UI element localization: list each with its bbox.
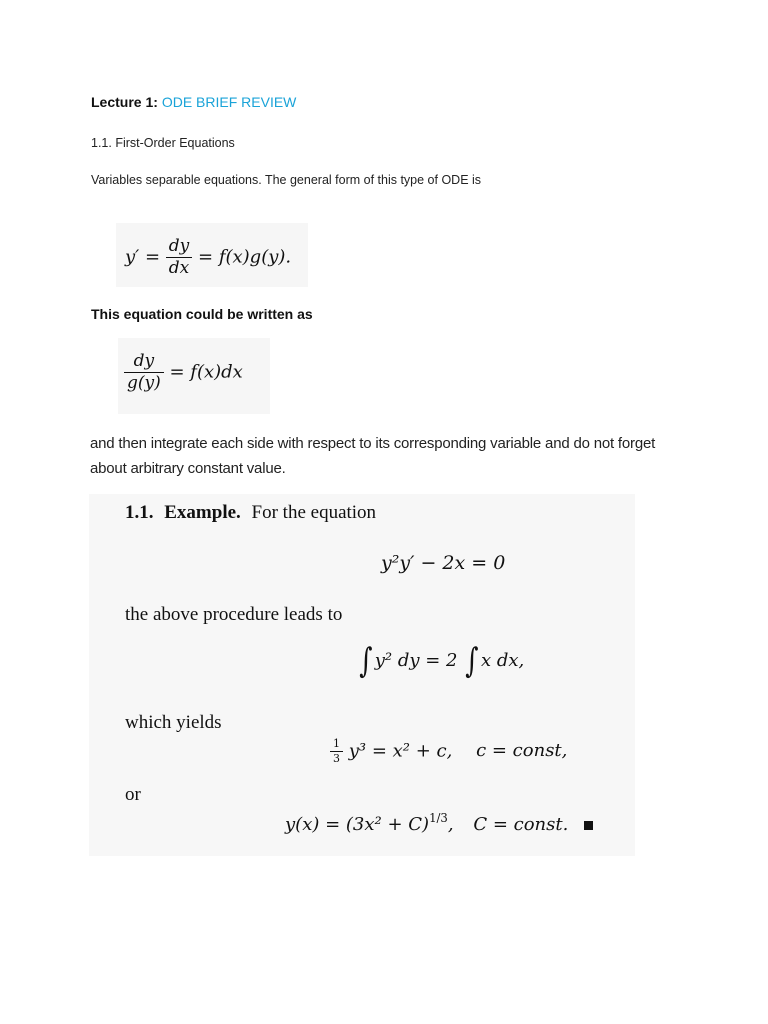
- lecture-topic: ODE BRIEF REVIEW: [161, 94, 297, 110]
- result-frac-num: 1: [330, 738, 343, 752]
- example-heading-line: [125, 502, 376, 524]
- integral-sign-right: ∫: [465, 641, 479, 681]
- integral-equation: [357, 641, 525, 681]
- final-equation: $y(x) = (3x^2 + C)^{1/3}$, C = const.: [285, 814, 593, 835]
- example-number: 1.1.: [125, 502, 154, 523]
- equation-separated: [118, 338, 270, 414]
- eq2-frac-den: g(y): [127, 372, 161, 393]
- eq1-frac-num: dy: [166, 237, 193, 258]
- equation-general-form: [116, 223, 308, 287]
- eq2-rhs: = f(x)dx: [169, 361, 243, 383]
- lecture-prefix: Lecture 1:: [91, 94, 162, 110]
- lecture-title: [91, 94, 296, 110]
- result-frac-den: 3: [333, 751, 340, 765]
- or-text: or: [125, 784, 141, 805]
- intro-text: Variables separable equations. The general form of this type of ODE is: [91, 173, 482, 187]
- eq1-frac-den: dx: [168, 257, 190, 278]
- final-exp: 1/3: [429, 810, 448, 825]
- eq1-rhs: = f(x)g(y).: [198, 246, 292, 268]
- integral-rhs: x dx,: [480, 650, 525, 671]
- integral-sign-left: ∫: [359, 641, 373, 681]
- example-equation: y²y′ − 2x = 0: [381, 552, 506, 574]
- integral-lhs: y² dy = 2: [374, 650, 458, 671]
- example-block: [89, 494, 635, 856]
- result-const: c = const,: [476, 740, 568, 762]
- procedure-text: the above procedure leads to: [125, 604, 343, 625]
- rewrite-text: This equation could be written as: [91, 306, 313, 322]
- qed-square-icon: [584, 821, 593, 830]
- yields-text: which yields: [125, 712, 222, 733]
- example-heading: Example.: [164, 502, 241, 523]
- final-eq: y(x) = (3x² + C): [285, 814, 430, 835]
- example-intro: For the equation: [251, 502, 377, 523]
- integrate-paragraph: and then integrate each side with respect to its corresponding variable and do not forget about arbitrary constant value.: [90, 435, 656, 477]
- eq1-lhs: y′ =: [125, 246, 166, 268]
- result-equation: [330, 738, 567, 765]
- eq2-frac-num: dy: [124, 352, 164, 373]
- section-heading: 1.1. First-Order Equations: [91, 136, 235, 150]
- final-const: C = const.: [473, 814, 569, 835]
- result-eq: y³ = x² + c,: [348, 740, 453, 762]
